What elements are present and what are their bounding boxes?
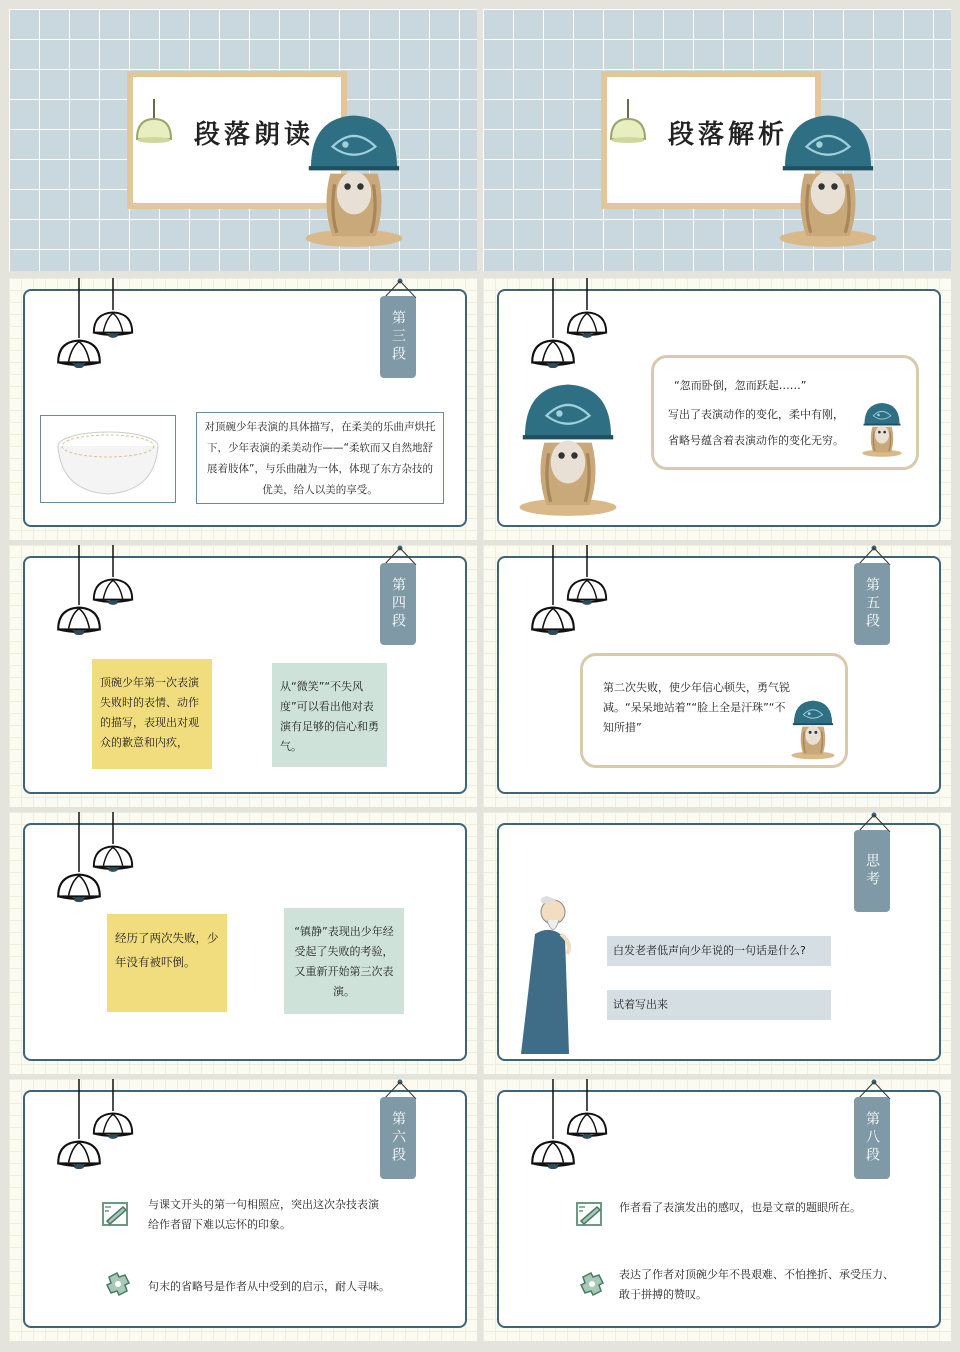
slide-paragraph-4 bbox=[9, 545, 477, 807]
pencil-icon bbox=[575, 1199, 605, 1229]
point-1: 与课文开头的第一句相照应，突出这次杂技表演给作者留下难以忘怀的印象。 bbox=[148, 1198, 379, 1231]
slide-title: 段落朗读 bbox=[194, 120, 315, 150]
hanging-lamp-icon bbox=[603, 99, 653, 159]
note-yellow: 经历了两次失败，少年没有被吓倒。 bbox=[107, 914, 227, 1012]
section-tag-label: 第三段 bbox=[380, 296, 416, 378]
slide-title-analysis bbox=[483, 9, 951, 271]
lamp-icon bbox=[503, 1079, 613, 1179]
speech-bubble bbox=[580, 653, 848, 768]
slide-paragraph-3 bbox=[9, 278, 477, 540]
lamp-icon bbox=[503, 545, 613, 645]
bowl-image bbox=[40, 415, 176, 503]
analysis-line-1: 写出了表演动作的变化，柔中有刚， bbox=[668, 408, 844, 421]
question-bar-2: 试着写出来 bbox=[607, 990, 831, 1020]
quote-text: “忽而卧倒，忽而跃起……” bbox=[674, 379, 807, 392]
speech-bubble bbox=[651, 355, 919, 470]
puzzle-icon bbox=[577, 1269, 607, 1299]
lamp-icon bbox=[29, 1079, 139, 1179]
point-1: 作者看了表演发出的感叹，也是文章的题眼所在。 bbox=[619, 1201, 861, 1214]
paragraph-text: 对顶碗少年表演的具体描写，在柔美的乐曲声烘托下，少年表演的柔美动作——“柔软而又自然地舒展着肢体”，与乐曲融为一体，体现了东方杂技的优美，给人以美的享受。 bbox=[196, 412, 444, 504]
bowl-cat-icon bbox=[299, 109, 409, 249]
slide-title: 段落解析 bbox=[668, 120, 789, 150]
old-man-icon bbox=[513, 894, 583, 1064]
point-2: 句末的省略号是作者从中受到的启示，耐人寻味。 bbox=[148, 1280, 390, 1293]
question-bar-1: 白发老者低声向少年说的一句话是什么? bbox=[607, 936, 831, 966]
section-tag-label: 第四段 bbox=[380, 563, 416, 645]
bowl-icon bbox=[41, 416, 175, 502]
bowl-cat-icon bbox=[860, 398, 904, 460]
slide-paragraph-8 bbox=[483, 1079, 951, 1341]
slide-thinking bbox=[483, 812, 951, 1074]
note-green: 从“微笑”“不失风度”可以看出他对表演有足够的信心和勇气。 bbox=[272, 663, 387, 767]
point-2: 表达了作者对顶碗少年不畏艰难、不怕挫折、承受压力、敢于拼搏的赞叹。 bbox=[619, 1268, 894, 1301]
note-green: “镇静”表现出少年经受起了失败的考验，又重新开始第三次表演。 bbox=[284, 908, 404, 1014]
section-tag-label: 第八段 bbox=[854, 1097, 890, 1179]
slide-paragraph-6 bbox=[9, 1079, 477, 1341]
slide-paragraph-5 bbox=[483, 545, 951, 807]
slide-paragraph-4-cont bbox=[9, 812, 477, 1074]
lamp-icon bbox=[503, 278, 613, 378]
bowl-cat-icon bbox=[513, 378, 623, 518]
lamp-icon bbox=[29, 812, 139, 912]
analysis-line-2: 省略号蕴含着表演动作的变化无穷。 bbox=[668, 434, 844, 447]
paragraph-text: 第二次失败，使少年信心顿失，勇气锐减。“呆呆地站着”“脸上全是汗珠”“不知所措” bbox=[603, 681, 790, 734]
note-yellow: 顶碗少年第一次表演失败时的表情、动作的描写，表现出对观众的歉意和内疚， bbox=[92, 659, 212, 769]
hanging-lamp-icon bbox=[129, 99, 179, 159]
pencil-icon bbox=[101, 1199, 131, 1229]
section-tag-label: 第五段 bbox=[854, 563, 890, 645]
section-tag-label: 第六段 bbox=[380, 1097, 416, 1179]
lamp-icon bbox=[29, 278, 139, 378]
bowl-cat-icon bbox=[773, 109, 883, 249]
bowl-cat-icon bbox=[789, 696, 837, 762]
lamp-icon bbox=[29, 545, 139, 645]
slide-title-reading bbox=[9, 9, 477, 271]
slide-analysis-3 bbox=[483, 278, 951, 540]
puzzle-icon bbox=[103, 1269, 133, 1299]
section-tag-label: 思考 bbox=[854, 830, 890, 912]
